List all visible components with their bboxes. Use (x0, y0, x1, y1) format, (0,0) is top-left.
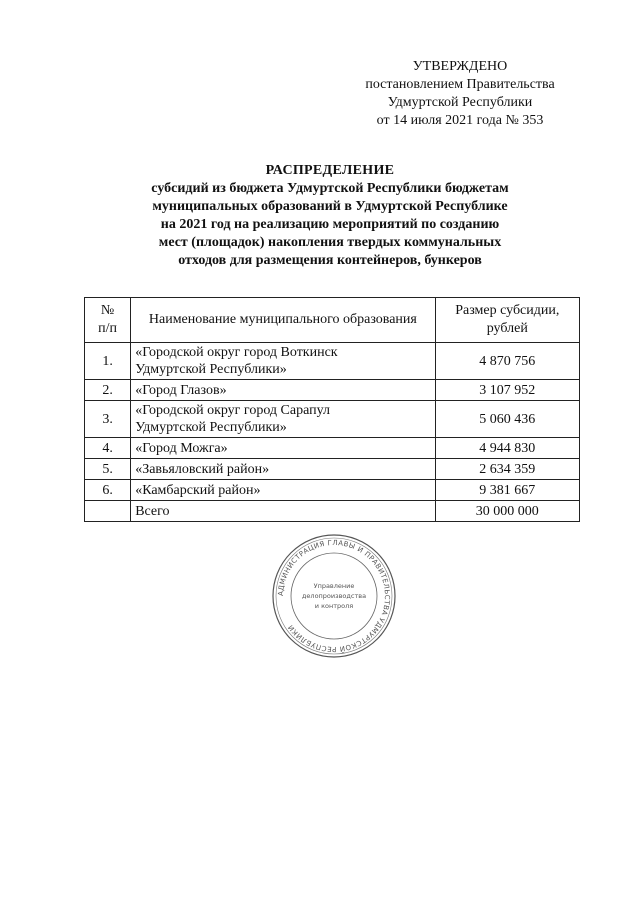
table-row (85, 343, 580, 380)
title-line: на 2021 год на реализацию мероприятий по созданию (160, 217, 500, 232)
row-name: «Городской округ город Сарапул Удмуртской Республики» (131, 401, 435, 438)
approval-line: от 14 июля 2021 года № 353 (376, 113, 544, 128)
row-number: 4. (85, 438, 131, 459)
table-total-row (85, 501, 580, 522)
stamp-center-line: Управление (313, 582, 355, 590)
row-number: 2. (85, 380, 131, 401)
row-name: «Город Можга» (131, 438, 435, 459)
row-name: «Завьяловский район» (131, 459, 435, 480)
row-name: «Камбарский район» (131, 480, 435, 501)
total-amount: 30 000 000 (435, 501, 579, 522)
row-number: 6. (85, 480, 131, 501)
table-row (85, 401, 580, 438)
table-row (85, 380, 580, 401)
stamp-ring-text: АДМИНИСТРАЦИЯ ГЛАВЫ И ПРАВИТЕЛЬСТВА УДМУРТСКОЙ РЕСПУБЛИКИ (276, 538, 392, 654)
header-number: № п/п (85, 298, 131, 343)
row-number: 5. (85, 459, 131, 480)
row-amount: 4 944 830 (435, 438, 579, 459)
header-amount: Размер субсидии, рублей (435, 298, 579, 343)
row-amount: 3 107 952 (435, 380, 579, 401)
title-line: отходов для размещения контейнеров, бункеров (178, 253, 482, 268)
row-name: «Городской округ город Воткинск Удмуртской Республики» (131, 343, 435, 380)
table-row (85, 480, 580, 501)
document-title (100, 162, 560, 270)
subsidy-table (84, 297, 580, 522)
approval-block (340, 58, 580, 130)
row-name: «Город Глазов» (131, 380, 435, 401)
row-amount: 2 634 359 (435, 459, 579, 480)
row-amount: 5 060 436 (435, 401, 579, 438)
approval-heading: УТВЕРЖДЕНО (412, 59, 508, 74)
total-number-cell (85, 501, 131, 522)
title-line: муниципальных образований в Удмуртской Республике (152, 199, 508, 214)
approval-line: постановлением Правительства (365, 77, 555, 92)
title-line: мест (площадок) накопления твердых коммунальных (158, 235, 502, 250)
header-name: Наименование муниципального образования (131, 298, 435, 343)
table-row (85, 438, 580, 459)
row-amount: 9 381 667 (435, 480, 579, 501)
table-header-row (85, 298, 580, 343)
approval-line: Удмуртской Республики (387, 95, 533, 110)
row-number: 3. (85, 401, 131, 438)
official-stamp (270, 532, 398, 660)
title-line: субсидий из бюджета Удмуртской Республики бюджетам (151, 181, 509, 196)
stamp-center-line: и контроля (314, 602, 354, 610)
row-amount: 4 870 756 (435, 343, 579, 380)
stamp-center-line: делопроизводства (301, 592, 367, 600)
total-label: Всего (131, 501, 435, 522)
title-heading: РАСПРЕДЕЛЕНИЕ (265, 163, 395, 178)
row-number: 1. (85, 343, 131, 380)
table-row (85, 459, 580, 480)
